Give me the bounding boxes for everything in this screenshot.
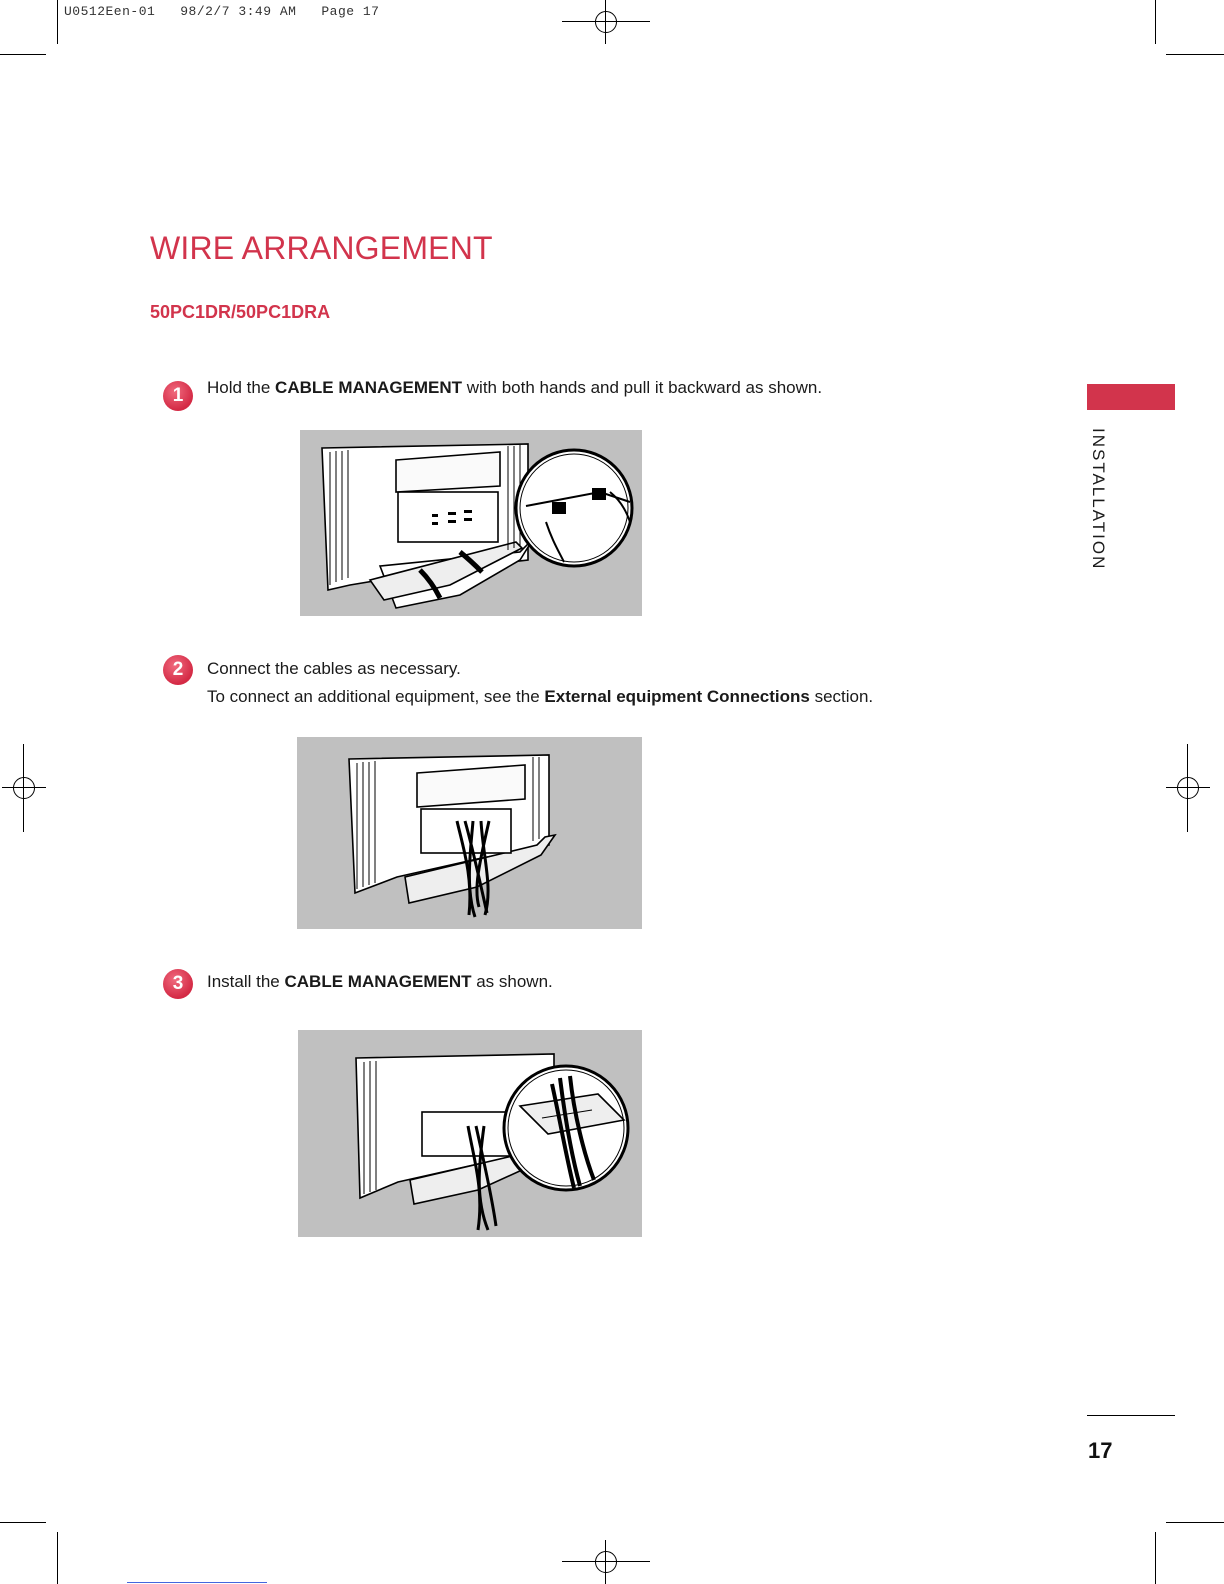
trim-mark — [1166, 1522, 1224, 1523]
illustration-install-cable-management — [298, 1030, 642, 1237]
step-1-badge: 1 — [163, 381, 193, 411]
trim-mark — [1155, 1532, 1156, 1584]
trim-mark — [0, 54, 46, 55]
trim-mark — [57, 1532, 58, 1584]
trim-mark — [57, 0, 58, 44]
step-3-text: Install the CABLE MANAGEMENT as shown. — [207, 972, 553, 991]
registration-mark-icon — [1166, 766, 1210, 810]
registration-mark-icon — [584, 0, 628, 44]
print-header: U0512Een-01 98/2/7 3:49 AM Page 17 — [64, 4, 380, 19]
trim-mark — [1166, 54, 1224, 55]
illustration-connect-cables — [297, 737, 642, 929]
page-number: 17 — [1088, 1438, 1113, 1463]
page-title: WIRE ARRANGEMENT — [150, 230, 493, 266]
step-2-badge: 2 — [163, 655, 193, 685]
step-2-emphasis: External equipment Connections — [544, 687, 810, 706]
step-1-emphasis: CABLE MANAGEMENT — [275, 378, 463, 397]
registration-mark-icon — [2, 766, 46, 810]
step-3-badge: 3 — [163, 969, 193, 999]
section-tab-label: INSTALLATION — [1089, 428, 1108, 571]
illustration-pull-cable-management — [300, 430, 642, 616]
trim-mark — [0, 1522, 46, 1523]
registration-mark-icon — [584, 1540, 628, 1584]
step-2-line-1: Connect the cables as necessary. — [207, 659, 461, 678]
model-subtitle: 50PC1DR/50PC1DRA — [150, 302, 331, 322]
trim-mark — [1155, 0, 1156, 44]
step-3-emphasis: CABLE MANAGEMENT — [284, 972, 472, 991]
step-1-text: Hold the CABLE MANAGEMENT with both hands and pull it backward as shown. — [207, 378, 823, 397]
step-2-line-2: To connect an additional equipment, see the External equipment Connections section. — [207, 687, 874, 706]
page-number-rule — [1087, 1415, 1175, 1416]
section-tab — [1087, 384, 1175, 410]
footer-link-line — [127, 1582, 267, 1583]
